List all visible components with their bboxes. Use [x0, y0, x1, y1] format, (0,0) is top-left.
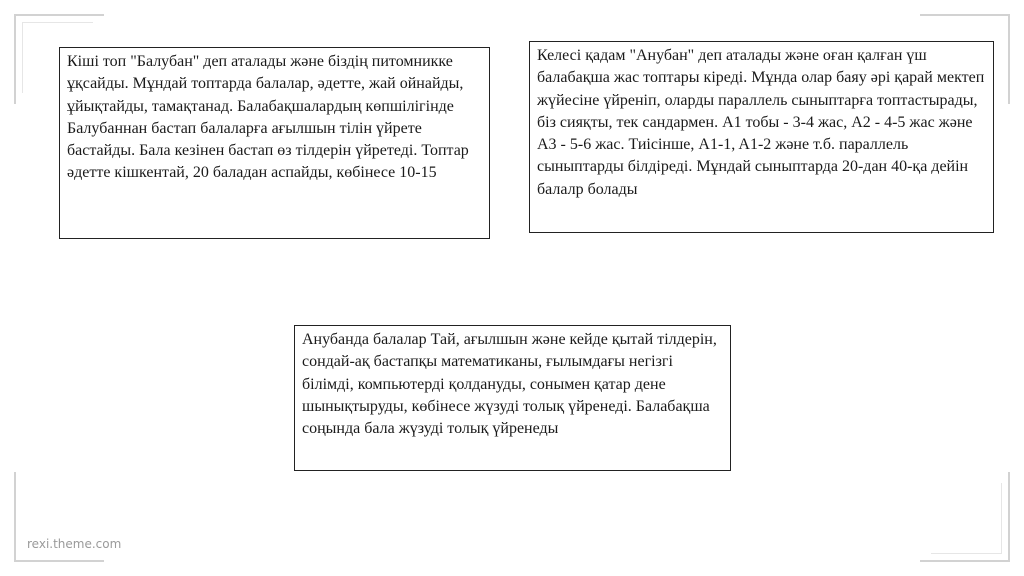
- watermark-text: rexi.theme.com: [27, 537, 122, 551]
- text-box-anuban-subjects: Анубанда балалар Тай, ағылшын және кейде қытай тілдерін, сондай-ақ бастапқы математиканы, ғылымдағы негізгі білімді, компьютерді қолдануды, сонымен қатар дене шынықтыруды, көбінесе жүзуді толық үйренеді. Балабақша соңында бала жүзуді толық үйренеды: [294, 325, 731, 471]
- frame-corner-bottom-right-inner: [931, 483, 1002, 554]
- text-box-small-group: Кіші топ "Балубан" деп аталады және біздің питомникке ұқсайды. Мұндай топтарда балалар, әдетте, жай ойнайды, ұйықтайды, тамақтанад. Балабақшалардың көпшілігінде Балубаннан бастап балаларға ағылшын тілін үйрете бастайды. Бала кезінен бастап өз тілдерін үйретеді. Топтар әдетте кішкентай, 20 баладан аспайды, көбінесе 10-15: [59, 47, 490, 239]
- text-box-next-step: Келесі қадам "Анубан" деп аталады және оған қалған үш балабақша жас топтары кіреді. Мұнда олар баяу әрі қарай мектеп жүйесіне үйреніп, оларды параллель сыныптарға топтастырады, біз сияқты, тек сандармен. A1 тобы - 3-4 жас, A2 - 4-5 жас және A3 - 5-6 жас. Тиісінше, A1-1, A1-2 және т.б. параллель сыныптарды білдіреді. Мұндай сыныптарда 20-дан 40-қа дейін балалр болады: [529, 41, 994, 233]
